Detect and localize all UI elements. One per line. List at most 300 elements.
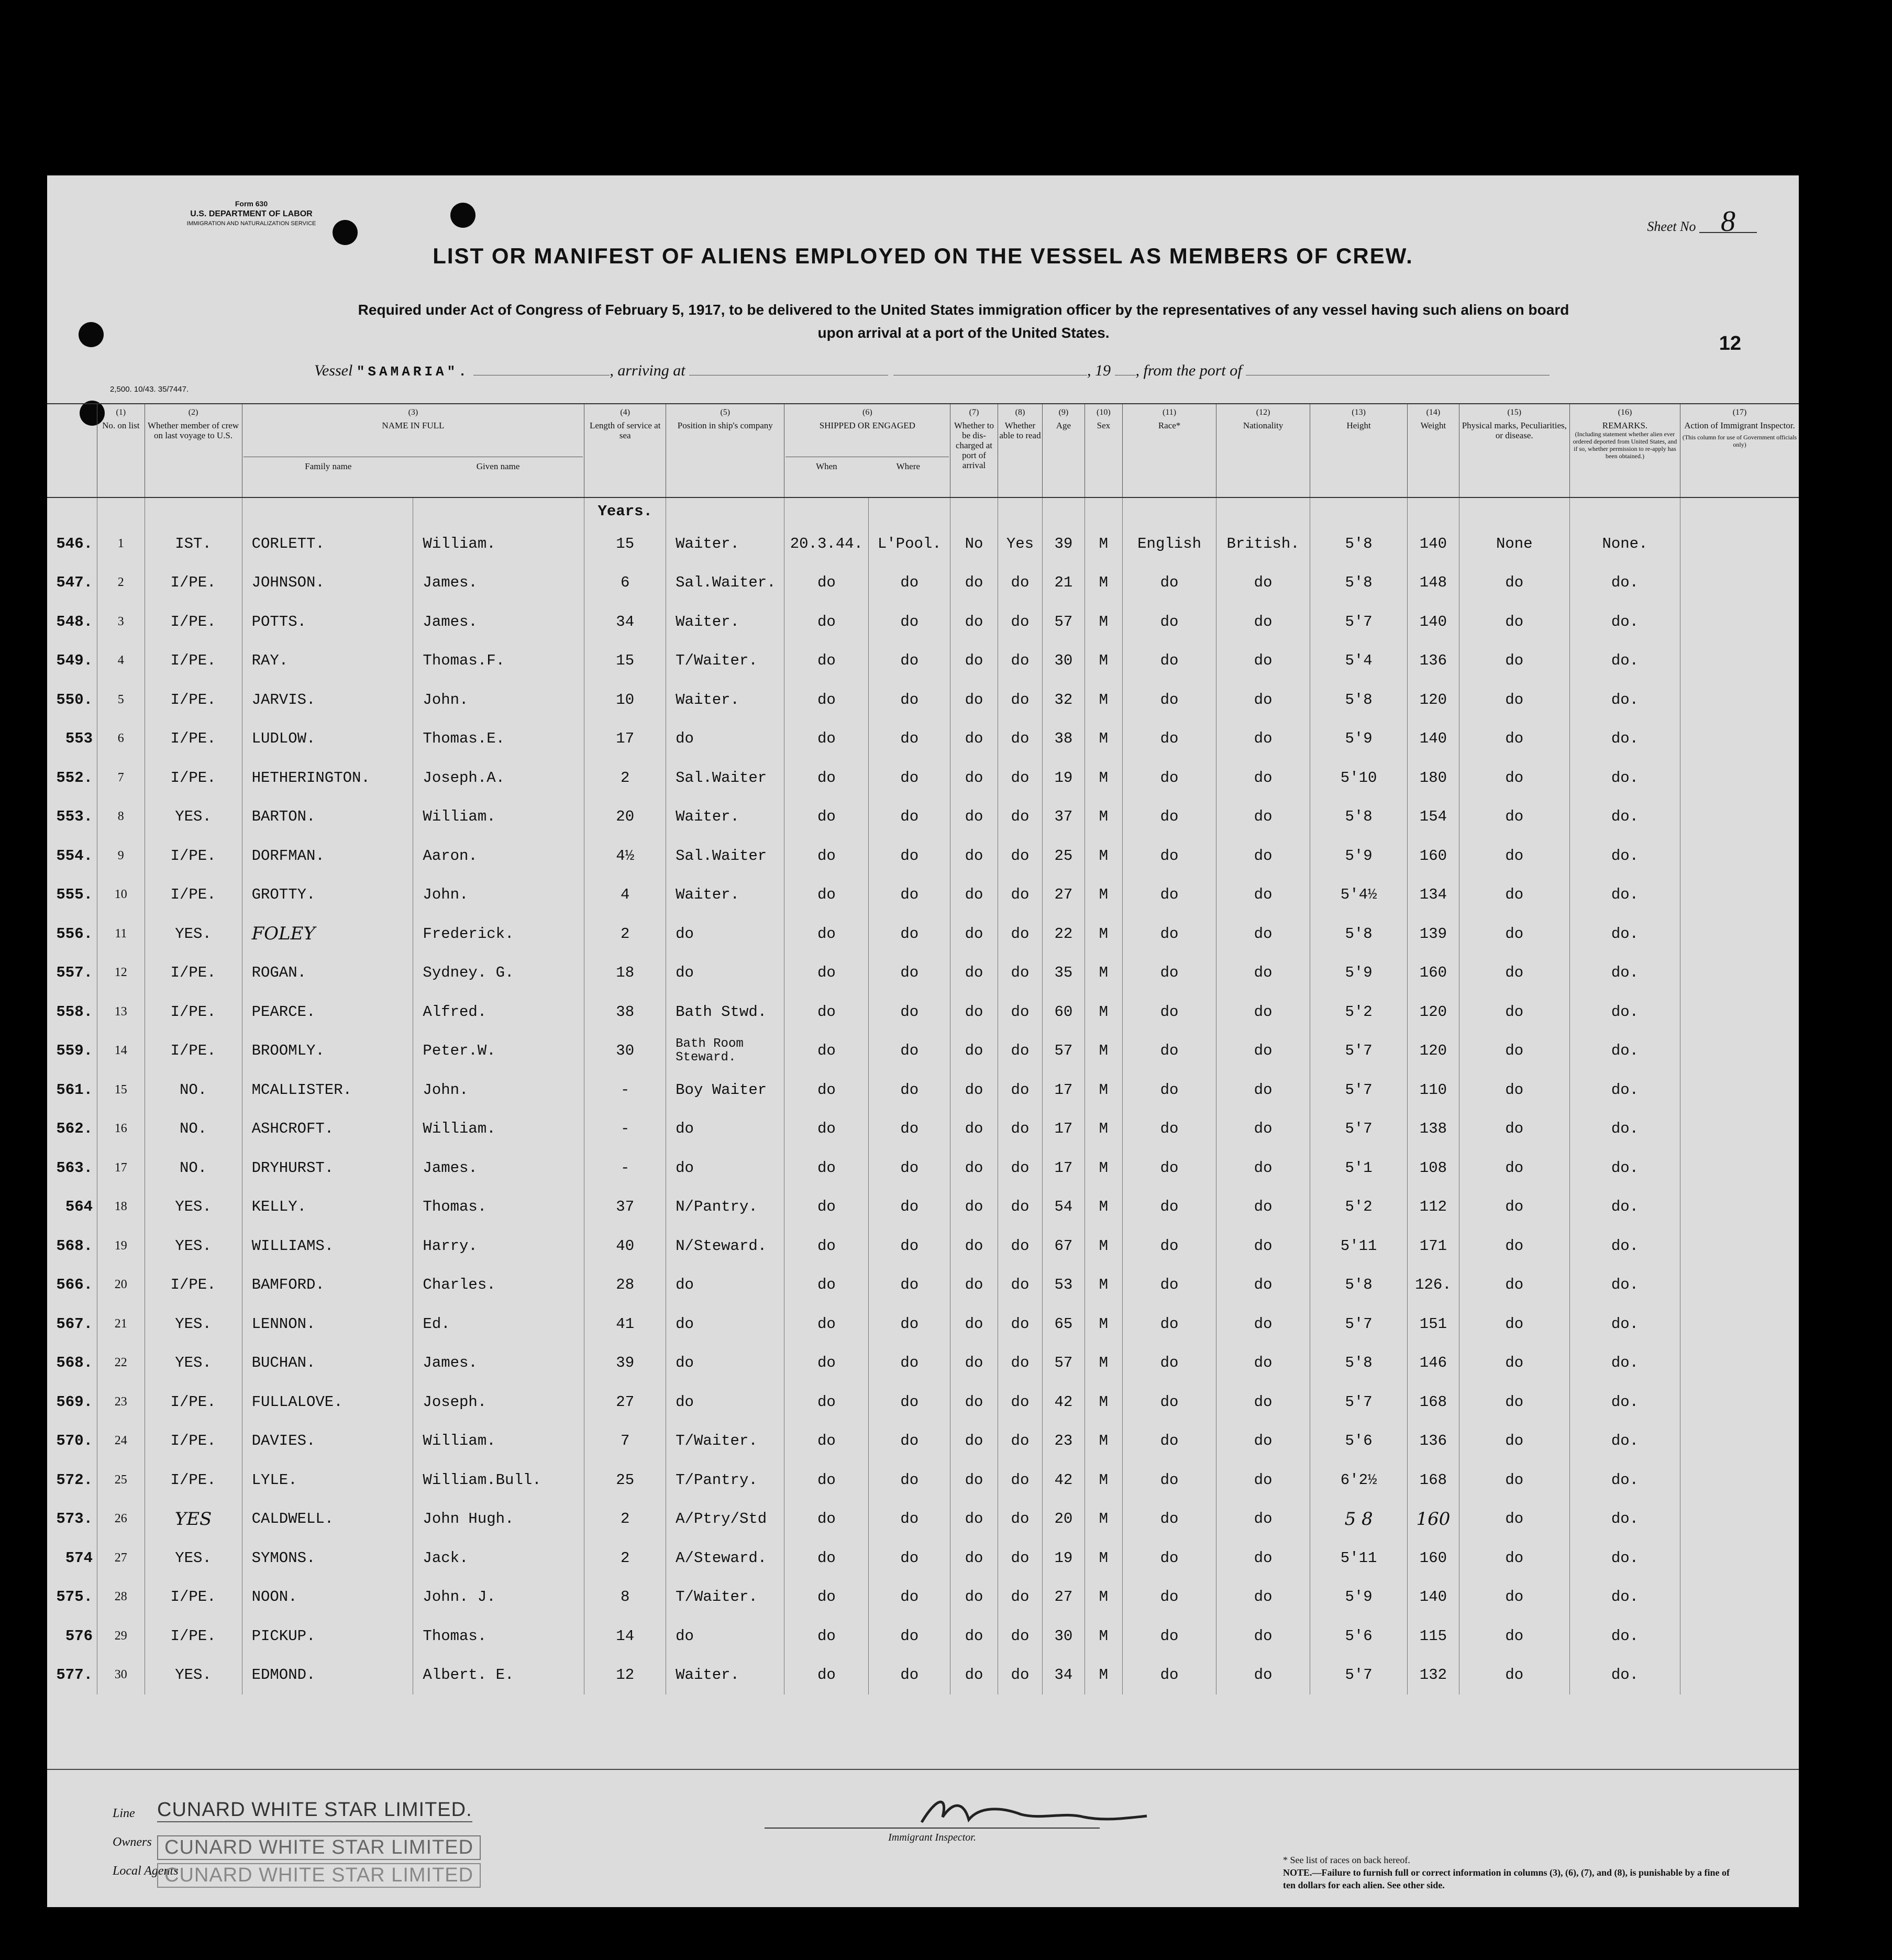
- shipped-when-cell: do: [784, 1032, 869, 1071]
- able-to-read-cell: do: [998, 1226, 1042, 1266]
- discharge-cell: do: [950, 954, 998, 993]
- last-voyage-cell: YES.: [145, 798, 242, 837]
- row-ref-number: 577.: [56, 1666, 93, 1684]
- physical-marks-cell: do: [1459, 1304, 1569, 1344]
- arriving-blank-2: [893, 361, 1087, 375]
- physical-marks-cell: do: [1459, 1266, 1569, 1305]
- position-cell: Waiter.: [666, 798, 784, 837]
- position-cell: do: [666, 1616, 784, 1656]
- inspector-action-cell: [1680, 1070, 1799, 1110]
- given-name-cell: William.Bull.: [413, 1460, 584, 1500]
- sex-cell: M: [1085, 641, 1122, 681]
- remarks-cell: do.: [1569, 1460, 1680, 1500]
- remarks-cell: do.: [1569, 719, 1680, 759]
- discharge-cell: do: [950, 1110, 998, 1149]
- given-name-cell: James.: [413, 602, 584, 641]
- inspector-action-cell: [1680, 954, 1799, 993]
- position-cell: Sal.Waiter: [666, 836, 784, 876]
- row-list-number: 11: [97, 914, 145, 954]
- col-16-header: (16) REMARKS. (Including statement whether alien ever ordered deported from United States, and if so, whether permission to re-apply has been obtained.): [1569, 404, 1680, 497]
- nationality-cell: do: [1216, 641, 1310, 681]
- inspector-action-cell: [1680, 1422, 1799, 1461]
- given-name-cell: William.: [413, 1110, 584, 1149]
- shipped-where-cell: do: [869, 836, 950, 876]
- weight-cell: 120: [1408, 992, 1459, 1032]
- family-name-cell: JARVIS.: [242, 680, 413, 719]
- document-subtitle: [293, 298, 1634, 345]
- family-name-cell: EDMOND.: [242, 1656, 413, 1695]
- sex-cell: M: [1085, 1382, 1122, 1422]
- position-cell: N/Steward.: [666, 1226, 784, 1266]
- weight-cell: 134: [1408, 876, 1459, 915]
- last-voyage-cell: YES.: [145, 1656, 242, 1695]
- remarks-cell: do.: [1569, 1578, 1680, 1617]
- table-row: [47, 1032, 1799, 1071]
- shipped-where-cell: do: [869, 992, 950, 1032]
- row-ref-number: 574: [65, 1549, 93, 1567]
- row-ref-number: 570.: [56, 1432, 93, 1450]
- remarks-cell: do.: [1569, 1188, 1680, 1227]
- weight-cell: 154: [1408, 798, 1459, 837]
- age-cell: 65: [1043, 1304, 1085, 1344]
- family-name-cell: GROTTY.: [242, 876, 413, 915]
- race-cell: do: [1123, 1304, 1216, 1344]
- owners-stamp: CUNARD WHITE STAR LIMITED: [157, 1835, 481, 1860]
- shipped-when-cell: do: [784, 798, 869, 837]
- able-to-read-cell: do: [998, 1422, 1042, 1461]
- position-cell: do: [666, 914, 784, 954]
- family-name-cell: KELLY.: [242, 1188, 413, 1227]
- inspector-action-cell: [1680, 602, 1799, 641]
- shipped-where-cell: do: [869, 1500, 950, 1539]
- remarks-cell: do.: [1569, 1382, 1680, 1422]
- family-name-cell: RAY.: [242, 641, 413, 681]
- shipped-where-cell: do: [869, 563, 950, 603]
- sex-cell: M: [1085, 1538, 1122, 1578]
- position-cell: T/Waiter.: [666, 641, 784, 681]
- weight-cell: 168: [1408, 1460, 1459, 1500]
- row-list-number: 8: [97, 798, 145, 837]
- row-list-number: 25: [97, 1460, 145, 1500]
- given-name-cell: William.: [413, 798, 584, 837]
- remarks-cell: do.: [1569, 563, 1680, 603]
- nationality-cell: do: [1216, 1616, 1310, 1656]
- col-5-header: (5) Position in ship's company: [666, 404, 784, 497]
- able-to-read-cell: do: [998, 1070, 1042, 1110]
- given-name-header: Given name: [476, 461, 520, 471]
- height-cell: 5'7: [1310, 1110, 1408, 1149]
- line-label: Line: [113, 1807, 135, 1820]
- nationality-cell: do: [1216, 1110, 1310, 1149]
- position-cell: Waiter.: [666, 602, 784, 641]
- height-cell: 5'1: [1310, 1148, 1408, 1188]
- able-to-read-cell: do: [998, 758, 1042, 798]
- sex-cell: M: [1085, 876, 1122, 915]
- weight-cell: 132: [1408, 1656, 1459, 1695]
- shipped-where-cell: do: [869, 680, 950, 719]
- row-ref-number: 568.: [56, 1237, 93, 1255]
- height-cell: 5'4: [1310, 641, 1408, 681]
- sex-cell: M: [1085, 602, 1122, 641]
- last-voyage-cell: I/PE.: [145, 1032, 242, 1071]
- row-ref-number: 573.: [56, 1510, 93, 1528]
- shipped-where-cell: do: [869, 1422, 950, 1461]
- col-4-header: (4) Length of service at sea: [584, 404, 666, 497]
- physical-marks-cell: do: [1459, 719, 1569, 759]
- subtitle-line-2: upon arrival at a port of the United States.: [817, 325, 1110, 341]
- service-length-cell: 4½: [584, 836, 666, 876]
- last-voyage-cell: I/PE.: [145, 680, 242, 719]
- discharge-cell: do: [950, 876, 998, 915]
- given-name-cell: Harry.: [413, 1226, 584, 1266]
- row-ref-number: 550.: [56, 691, 93, 708]
- height-cell: 5'9: [1310, 1578, 1408, 1617]
- table-row: [47, 1500, 1799, 1539]
- discharge-cell: do: [950, 836, 998, 876]
- table-row: [47, 836, 1799, 876]
- row-list-number: 24: [97, 1422, 145, 1461]
- weight-cell: 110: [1408, 1070, 1459, 1110]
- shipped-when-cell: do: [784, 758, 869, 798]
- shipped-when-cell: do: [784, 1110, 869, 1149]
- height-cell: 5'11: [1310, 1538, 1408, 1578]
- inspector-signature: [906, 1791, 1157, 1833]
- discharge-cell: do: [950, 1148, 998, 1188]
- col-1-header: (1) No. on list: [97, 404, 145, 497]
- height-cell: 5 8: [1310, 1500, 1408, 1539]
- nationality-cell: do: [1216, 1500, 1310, 1539]
- height-cell: 5'8: [1310, 914, 1408, 954]
- col-13-header: (13) Height: [1310, 404, 1408, 497]
- discharge-cell: do: [950, 1382, 998, 1422]
- position-cell: T/Waiter.: [666, 1422, 784, 1461]
- nationality-cell: do: [1216, 876, 1310, 915]
- shipped-where-cell: do: [869, 1110, 950, 1149]
- position-cell: do: [666, 954, 784, 993]
- race-cell: do: [1123, 1188, 1216, 1227]
- shipped-where-cell: do: [869, 1266, 950, 1305]
- height-cell: 5'8: [1310, 1266, 1408, 1305]
- shipped-when-cell: do: [784, 563, 869, 603]
- able-to-read-cell: do: [998, 602, 1042, 641]
- age-cell: 21: [1043, 563, 1085, 603]
- shipped-when-cell: do: [784, 876, 869, 915]
- vessel-label: Vessel: [314, 362, 353, 379]
- where-header: Where: [896, 461, 920, 471]
- sex-cell: M: [1085, 1148, 1122, 1188]
- discharge-cell: do: [950, 1500, 998, 1539]
- discharge-cell: do: [950, 680, 998, 719]
- weight-cell: 112: [1408, 1188, 1459, 1227]
- shipped-when-cell: do: [784, 1422, 869, 1461]
- table-row: [47, 1148, 1799, 1188]
- service-length-cell: 2: [584, 914, 666, 954]
- remarks-cell: do.: [1569, 1656, 1680, 1695]
- shipped-when-cell: do: [784, 1656, 869, 1695]
- inspector-action-cell: [1680, 914, 1799, 954]
- inspector-action-cell: [1680, 1656, 1799, 1695]
- last-voyage-cell: YES.: [145, 1304, 242, 1344]
- race-cell: do: [1123, 1226, 1216, 1266]
- weight-cell: 160: [1408, 1500, 1459, 1539]
- subtitle-line-1: Required under Act of Congress of February 5, 1917, to be delivered to the United States immigration officer by the representatives of any vessel having such aliens on board: [358, 302, 1569, 318]
- row-ref-number: 553.: [56, 808, 93, 826]
- row-list-number: 3: [97, 602, 145, 641]
- height-cell: 5'8: [1310, 680, 1408, 719]
- physical-marks-cell: do: [1459, 1188, 1569, 1227]
- family-name-cell: CORLETT.: [242, 524, 413, 563]
- remarks-cell: do.: [1569, 798, 1680, 837]
- shipped-when-cell: do: [784, 1188, 869, 1227]
- row-ref-number: 555.: [56, 886, 93, 904]
- inspector-action-cell: [1680, 1032, 1799, 1071]
- given-name-cell: Joseph.A.: [413, 758, 584, 798]
- sex-cell: M: [1085, 1070, 1122, 1110]
- remarks-cell: do.: [1569, 1148, 1680, 1188]
- position-cell: Waiter.: [666, 680, 784, 719]
- service-length-cell: 7: [584, 1422, 666, 1461]
- last-voyage-cell: I/PE.: [145, 602, 242, 641]
- row-ref-number: 561.: [56, 1081, 93, 1099]
- able-to-read-cell: do: [998, 1188, 1042, 1227]
- nationality-cell: do: [1216, 680, 1310, 719]
- race-cell: do: [1123, 1578, 1216, 1617]
- table-row: [47, 1460, 1799, 1500]
- race-cell: do: [1123, 992, 1216, 1032]
- height-cell: 5'9: [1310, 954, 1408, 993]
- height-cell: 5'7: [1310, 1032, 1408, 1071]
- discharge-cell: do: [950, 1344, 998, 1383]
- nationality-cell: do: [1216, 1188, 1310, 1227]
- given-name-cell: Albert. E.: [413, 1656, 584, 1695]
- family-name-cell: POTTS.: [242, 602, 413, 641]
- race-cell: do: [1123, 563, 1216, 603]
- given-name-cell: Peter.W.: [413, 1032, 584, 1071]
- discharge-cell: do: [950, 1616, 998, 1656]
- age-cell: 67: [1043, 1226, 1085, 1266]
- race-cell: do: [1123, 602, 1216, 641]
- remarks-cell: do.: [1569, 1070, 1680, 1110]
- inspector-action-cell: [1680, 1616, 1799, 1656]
- table-row: [47, 1188, 1799, 1227]
- given-name-cell: Ed.: [413, 1304, 584, 1344]
- sex-cell: M: [1085, 524, 1122, 563]
- discharge-cell: No: [950, 524, 998, 563]
- able-to-read-cell: do: [998, 1110, 1042, 1149]
- service-length-cell: 34: [584, 602, 666, 641]
- remarks-cell: do.: [1569, 680, 1680, 719]
- physical-marks-cell: do: [1459, 1110, 1569, 1149]
- race-cell: do: [1123, 1148, 1216, 1188]
- shipped-when-cell: do: [784, 914, 869, 954]
- age-cell: 57: [1043, 1032, 1085, 1071]
- last-voyage-cell: YES: [145, 1500, 242, 1539]
- weight-cell: 120: [1408, 680, 1459, 719]
- row-ref-number: 558.: [56, 1003, 93, 1021]
- height-cell: 5'7: [1310, 1070, 1408, 1110]
- able-to-read-cell: do: [998, 798, 1042, 837]
- sheet-number-value: 8: [1699, 211, 1757, 233]
- col-15-header: (15) Physical marks, Peculiarities, or disease.: [1459, 404, 1569, 497]
- last-voyage-cell: I/PE.: [145, 641, 242, 681]
- able-to-read-cell: do: [998, 1616, 1042, 1656]
- col-ref-header: [47, 404, 97, 497]
- department-name: U.S. DEPARTMENT OF LABOR: [190, 209, 313, 218]
- row-list-number: 7: [97, 758, 145, 798]
- race-cell: do: [1123, 1616, 1216, 1656]
- discharge-cell: do: [950, 719, 998, 759]
- given-name-cell: John. J.: [413, 1578, 584, 1617]
- sheet-number: [1647, 205, 1757, 238]
- col-6-header: (6) SHIPPED OR ENGAGED When Where: [784, 404, 950, 497]
- shipped-where-cell: do: [869, 641, 950, 681]
- service-length-cell: 37: [584, 1188, 666, 1227]
- service-length-cell: 2: [584, 1500, 666, 1539]
- shipped-where-cell: do: [869, 1032, 950, 1071]
- inspector-label: Immigrant Inspector.: [765, 1828, 1100, 1844]
- table-row: [47, 1070, 1799, 1110]
- shipped-where-cell: do: [869, 602, 950, 641]
- inspector-action-cell: [1680, 1460, 1799, 1500]
- family-name-cell: CALDWELL.: [242, 1500, 413, 1539]
- given-name-cell: John.: [413, 1070, 584, 1110]
- able-to-read-cell: do: [998, 914, 1042, 954]
- service-name: IMMIGRATION AND NATURALIZATION SERVICE: [186, 220, 316, 227]
- sex-cell: M: [1085, 1422, 1122, 1461]
- service-length-cell: 2: [584, 1538, 666, 1578]
- row-list-number: 5: [97, 680, 145, 719]
- physical-marks-cell: do: [1459, 602, 1569, 641]
- shipped-where-cell: L'Pool.: [869, 524, 950, 563]
- row-ref-number: 572.: [56, 1471, 93, 1489]
- height-cell: 5'7: [1310, 602, 1408, 641]
- sex-cell: M: [1085, 1188, 1122, 1227]
- position-cell: Waiter.: [666, 876, 784, 915]
- shipped-when-cell: do: [784, 602, 869, 641]
- row-ref-number: 549.: [56, 652, 93, 670]
- age-cell: 30: [1043, 1616, 1085, 1656]
- able-to-read-cell: do: [998, 836, 1042, 876]
- col-2-header: (2) Whether member of crew on last voyage to U.S.: [145, 404, 242, 497]
- physical-marks-cell: do: [1459, 1500, 1569, 1539]
- local-agents-label: Local Agents: [113, 1864, 179, 1878]
- family-name-cell: ASHCROFT.: [242, 1110, 413, 1149]
- family-name-cell: SYMONS.: [242, 1538, 413, 1578]
- footer-notes: [1283, 1854, 1733, 1891]
- weight-cell: 120: [1408, 1032, 1459, 1071]
- shipped-when-cell: do: [784, 1538, 869, 1578]
- nationality-cell: British.: [1216, 524, 1310, 563]
- sex-cell: M: [1085, 954, 1122, 993]
- table-row: [47, 524, 1799, 563]
- row-ref-number: 556.: [56, 925, 93, 943]
- age-cell: 37: [1043, 798, 1085, 837]
- remarks-cell: do.: [1569, 1110, 1680, 1149]
- row-ref-number: 566.: [56, 1276, 93, 1294]
- nationality-cell: do: [1216, 719, 1310, 759]
- col-12-header: (12) Nationality: [1216, 404, 1310, 497]
- able-to-read-cell: do: [998, 876, 1042, 915]
- print-code: 2,500. 10/43. 35/7447.: [110, 385, 189, 394]
- table-row: [47, 641, 1799, 681]
- shipped-when-cell: do: [784, 1226, 869, 1266]
- sex-cell: M: [1085, 1344, 1122, 1383]
- discharge-cell: do: [950, 1304, 998, 1344]
- col-9-header: (9) Age: [1043, 404, 1085, 497]
- nationality-cell: do: [1216, 1656, 1310, 1695]
- row-ref-number: 567.: [56, 1315, 93, 1333]
- weight-cell: 140: [1408, 1578, 1459, 1617]
- weight-cell: 168: [1408, 1382, 1459, 1422]
- weight-cell: 140: [1408, 524, 1459, 563]
- position-cell: do: [666, 1266, 784, 1305]
- discharge-cell: do: [950, 563, 998, 603]
- service-length-cell: 6: [584, 563, 666, 603]
- table-row: [47, 1382, 1799, 1422]
- remarks-cell: do.: [1569, 602, 1680, 641]
- years-row: [47, 497, 1799, 524]
- shipped-where-cell: do: [869, 954, 950, 993]
- table-row: [47, 719, 1799, 759]
- able-to-read-cell: do: [998, 563, 1042, 603]
- able-to-read-cell: do: [998, 1344, 1042, 1383]
- family-name-cell: WILLIAMS.: [242, 1226, 413, 1266]
- vessel-blank: [473, 361, 610, 375]
- sex-cell: M: [1085, 1656, 1122, 1695]
- age-cell: 22: [1043, 914, 1085, 954]
- col-14-header: (14) Weight: [1408, 404, 1459, 497]
- given-name-cell: Jack.: [413, 1538, 584, 1578]
- inspector-action-cell: [1680, 1500, 1799, 1539]
- inspector-action-cell: [1680, 758, 1799, 798]
- given-name-cell: Alfred.: [413, 992, 584, 1032]
- arriving-label: , arriving at: [610, 362, 685, 379]
- table-row: [47, 602, 1799, 641]
- last-voyage-cell: YES.: [145, 914, 242, 954]
- row-ref-number: 553: [65, 730, 93, 748]
- nationality-cell: do: [1216, 1538, 1310, 1578]
- remarks-cell: do.: [1569, 1226, 1680, 1266]
- shipped-when-cell: do: [784, 1304, 869, 1344]
- nationality-cell: do: [1216, 798, 1310, 837]
- discharge-cell: do: [950, 992, 998, 1032]
- inspector-action-cell: [1680, 798, 1799, 837]
- inspector-action-cell: [1680, 719, 1799, 759]
- form-header: [141, 199, 361, 229]
- shipped-when-cell: do: [784, 1070, 869, 1110]
- inspector-action-cell: [1680, 1148, 1799, 1188]
- position-cell: A/Steward.: [666, 1538, 784, 1578]
- sex-cell: M: [1085, 1266, 1122, 1305]
- remarks-cell: do.: [1569, 758, 1680, 798]
- agents-stamp: CUNARD WHITE STAR LIMITED: [157, 1863, 481, 1888]
- last-voyage-cell: I/PE.: [145, 1460, 242, 1500]
- weight-cell: 140: [1408, 719, 1459, 759]
- family-name-cell: HETHERINGTON.: [242, 758, 413, 798]
- physical-marks-cell: do: [1459, 954, 1569, 993]
- row-ref-number: 559.: [56, 1042, 93, 1060]
- race-cell: do: [1123, 1382, 1216, 1422]
- able-to-read-cell: do: [998, 1032, 1042, 1071]
- service-length-cell: 18: [584, 954, 666, 993]
- col-11-header: (11) Race*: [1123, 404, 1216, 497]
- given-name-cell: John.: [413, 876, 584, 915]
- given-name-cell: Thomas.F.: [413, 641, 584, 681]
- vessel-name: "SAMARIA".: [356, 364, 470, 380]
- sex-cell: M: [1085, 1578, 1122, 1617]
- service-length-cell: 14: [584, 1616, 666, 1656]
- family-name-cell: LUDLOW.: [242, 719, 413, 759]
